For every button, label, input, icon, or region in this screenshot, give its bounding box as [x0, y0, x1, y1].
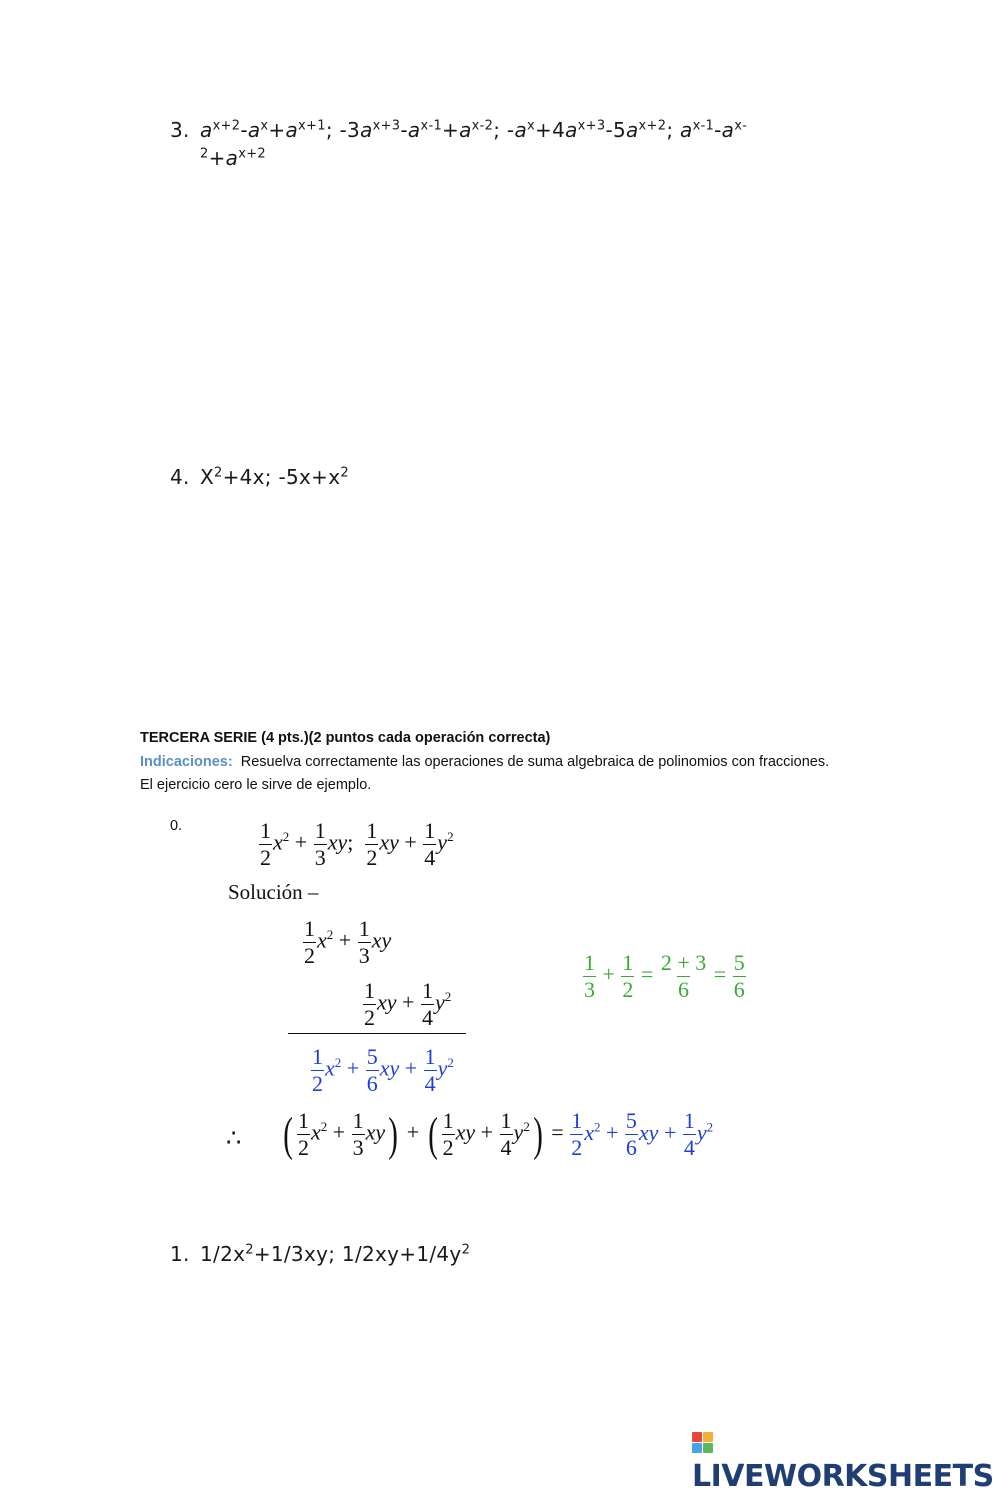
addend-1: $\frac{1}{2}$ $x^2$ + $\frac{1}{3}$ xy: [304, 916, 392, 968]
problem-number: 4.: [170, 465, 190, 489]
fraction-side-calc: $\frac{1}{3}$ + $\frac{1}{2}$ = $\frac{2 + 3}{6}$ = $\frac{5}{6}$: [584, 950, 745, 1002]
problem-4: [170, 465, 349, 489]
problem-number: 3.: [170, 118, 190, 142]
final-equation: ( $\frac{1}{2}$ $x^2$ + $\frac{1}{3}$ xy) + ( $\frac{1}{2}$ xy + $\frac{1}{4}$ $y^2$) = $\frac{1}{2}$ $x^2$ + $\frac{5}{6}$ xy + $\frac{1}{4}$ $y^2$: [283, 1107, 714, 1161]
problem-3-expression: $a^{x+2}-a^x+a^{x+1}$; $-3a^{x+3}-a^{x-1}+a^{x-2}$; $-a^x+4a^{x+3}-5a^{x+2}$; $a^{x-1}-a^{x-}$: [200, 118, 748, 142]
sum-line: [288, 1033, 466, 1034]
addend-2: $\frac{1}{2}$ xy + $\frac{1}{4}$ $y^2$: [364, 978, 452, 1030]
therefore-symbol: ∴: [226, 1126, 242, 1152]
logo-blocks-icon: [692, 1432, 713, 1453]
indications-text: Resuelva correctamente las operaciones de suma algebraica de polinomios con fracciones. El ejercicio cero le sirve de ejemplo.: [140, 754, 830, 793]
indications-label: Indicaciones:: [140, 754, 233, 770]
section-title: TERCERA SERIE (4 pts.)(2 puntos cada operación correcta): [140, 730, 551, 746]
problem-1: [170, 1242, 470, 1266]
indications: [140, 751, 840, 797]
problem-4-expression: $X^2+4x$; $-5x+x^2$: [200, 465, 349, 489]
sum-result: $\frac{1}{2}$ $x^2$ + $\frac{5}{6}$ xy + $\frac{1}{4}$ $y^2$: [312, 1044, 454, 1096]
solution-label: Solución –: [228, 880, 319, 904]
problem-3: [170, 118, 870, 170]
problem-1-expression: $1/2x^2+1/3xy$; $1/2xy+1/4y^2$: [200, 1242, 471, 1266]
example-statement: $\frac{1}{2}$ $x^2$ + $\frac{1}{3}$ xy; $\frac{1}{2}$ xy + $\frac{1}{4}$ $y^2$: [260, 818, 454, 870]
logo-text: LIVEWORKSHEETS: [692, 1459, 994, 1494]
problem-number: 1.: [170, 1242, 190, 1266]
problem-3-expression-cont: $^2+a^{x+2}$: [200, 146, 266, 170]
example-number: 0.: [170, 818, 183, 834]
liveworksheets-logo: [692, 1424, 1000, 1494]
